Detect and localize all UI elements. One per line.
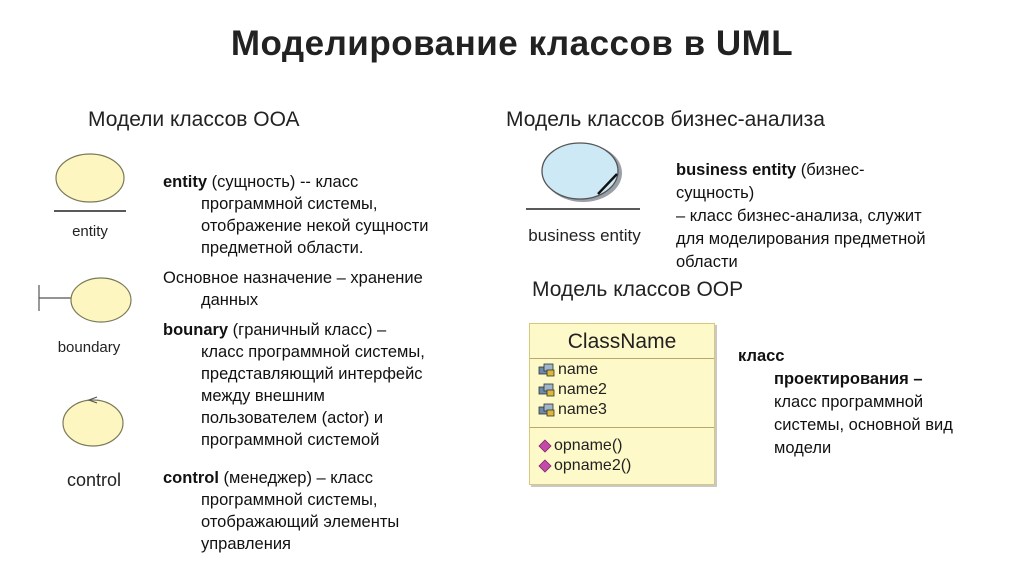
entity-description: entity (сущность) -- класс программной системы, отображение некой сущности предметной области. [163, 171, 503, 259]
operation-icon [538, 459, 552, 473]
attribute-icon [538, 383, 556, 397]
control-term: control [163, 469, 219, 487]
oop-term-line: проектирования – [774, 370, 923, 388]
business-description: business entity (бизнес- сущность) – класс бизнес-анализа, служит для моделирования предметной области [676, 161, 926, 271]
entity-term: entity [163, 173, 208, 191]
oop-description: класс проектирования – класс программной системы, основной вид модели [738, 345, 1018, 460]
attribute-icon [538, 403, 556, 417]
operation-row [538, 437, 622, 455]
ooa-heading: Модели классов ООА [88, 108, 300, 131]
entity-desc-line: программной системы, [201, 195, 378, 213]
attribute-name: name2 [558, 381, 607, 398]
control-description: control (менеджер) – класс программной системы, отображающий элементы управления [163, 469, 400, 553]
entity-icon [40, 150, 140, 215]
operation-name: opname() [554, 437, 623, 454]
business-entity-icon [520, 140, 650, 215]
class-divider [530, 358, 714, 359]
oop-heading: Модель классов ООР [532, 278, 744, 301]
entity-label: entity [72, 223, 108, 240]
boundary-label: boundary [57, 339, 121, 356]
operation-name: opname2() [554, 457, 632, 474]
attribute-row [538, 401, 607, 419]
attribute-row [538, 381, 607, 399]
operation-row [538, 457, 631, 475]
business-term: business entity [676, 161, 797, 179]
business-heading: Модель классов бизнес-анализа [506, 108, 825, 131]
entity-desc-line: предметной области. [201, 239, 364, 257]
oop-term-line: класс [738, 347, 785, 365]
attribute-name: name3 [558, 401, 607, 418]
attribute-icon [538, 363, 556, 377]
purpose-description: Основное назначение – хранение данных [163, 269, 423, 309]
operation-icon [538, 439, 552, 453]
class-name: ClassName [567, 330, 677, 353]
control-icon [55, 390, 135, 452]
control-label: control [66, 470, 122, 490]
boundary-icon [35, 275, 140, 330]
class-divider [530, 427, 714, 428]
uml-class-box [529, 323, 715, 485]
entity-desc-line: отображение некой сущности [201, 217, 429, 235]
boundary-description: bounary (граничный класс) – класс программной системы, представляющий интерфейс между внешним пользователем (actor) и программной системой [163, 321, 425, 449]
attribute-row [538, 361, 598, 379]
business-entity-label: business entity [528, 226, 641, 245]
boundary-term: bounary [163, 321, 229, 339]
page-title: Моделирование классов в UML [230, 24, 794, 63]
attribute-name: name [558, 361, 599, 378]
